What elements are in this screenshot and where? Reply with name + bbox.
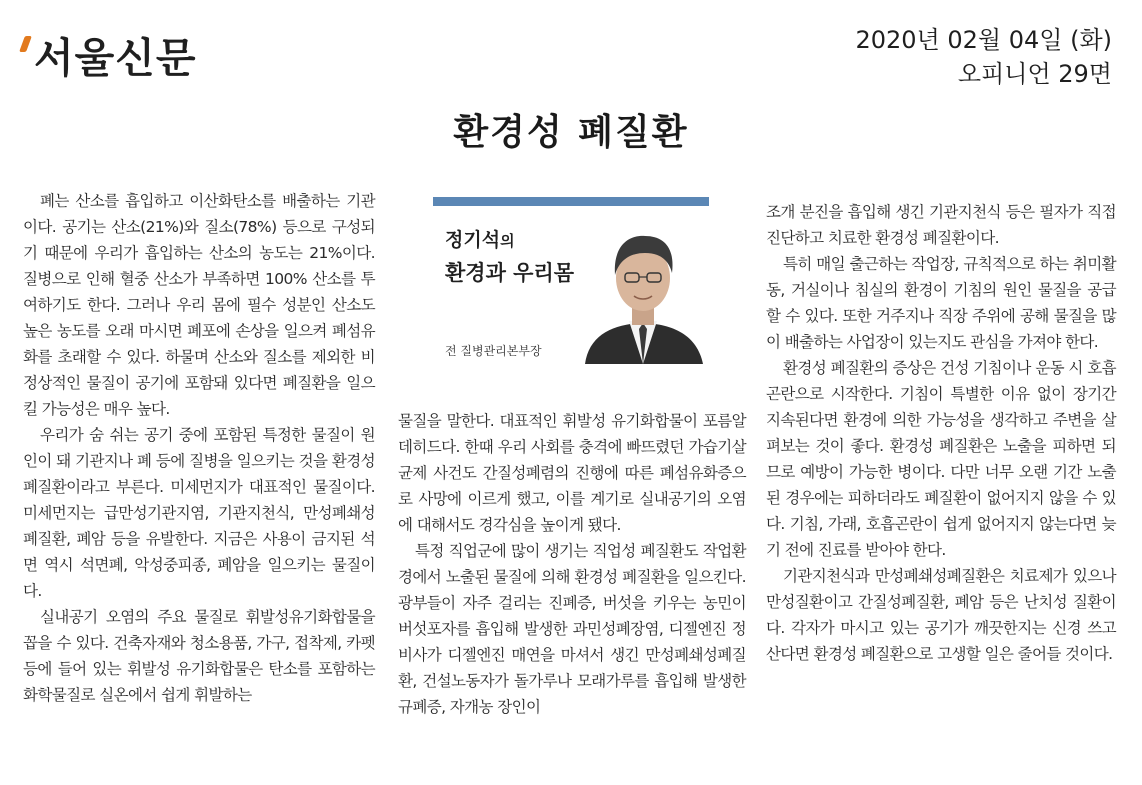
paragraph: 기관지천식과 만성폐쇄성폐질환은 치료제가 있으나 만성질환이고 간질성폐질환, 폐암 등은 난치성 질환이다. 각자가 마시고 있는 공기가 깨끗한지는 신경 쓰고 산다면 환경성 폐질환으로 고생할 일은 줄어들 것이다. xyxy=(766,567,1116,663)
article-column-1 xyxy=(23,188,375,708)
columnist-role: 전 질병관리본부장 xyxy=(445,344,542,358)
paragraph: 우리가 숨 쉬는 공기 중에 포함된 특정한 물질이 원인이 돼 기관지나 폐 등에 질병을 일으키는 것을 환경성 폐질환이라고 부른다. 미세먼지가 대표적인 물질이다. 미세먼지는 급만성기관지염, 기관지천식, 만성폐쇄성폐질환, 폐암 등을 유발한다. 지금은 사용이 금지된 석면 역시 석면폐, 악성중피종, 폐암을 일으키는 물질이다. xyxy=(23,426,375,600)
paragraph: 물질을 말한다. 대표적인 휘발성 유기화합물이 포름알데히드다. 한때 우리 사회를 충격에 빠뜨렸던 가습기살균제 사건도 간질성폐렴의 진행에 따른 폐섬유화증으로 사망에 이르게 했고, 이를 계기로 실내공기의 오염에 대해서도 경각심을 높이게 됐다. xyxy=(398,412,746,534)
article-column-3 xyxy=(766,199,1116,667)
columnist-name-suffix: 의 xyxy=(500,232,515,250)
article-headline: 환경성 폐질환 xyxy=(453,111,689,153)
paragraph: 환경성 폐질환의 증상은 건성 기침이나 운동 시 호흡곤란으로 시작한다. 기침이 특별한 이유 없이 장기간 지속된다면 환경에 의한 가능성을 생각하고 주변을 살펴보는 것이 좋다. 환경성 폐질환은 노출을 피하면 되므로 예방이 가능한 병이다. 다만 너무 오랜 기간 노출된 경우에는 피하더라도 폐질환이 없어지지 않을 수 있다. 기침, 가래, 호흡곤란이 쉽게 없어지지 않는다면 늦기 전에 진료를 받아야 한다. xyxy=(766,359,1116,559)
publication-date: 2020년 02월 04일 (화) xyxy=(855,26,1112,54)
section-page: 오피니언 29면 xyxy=(957,59,1112,88)
columnist-name: 정기석 xyxy=(445,229,501,251)
columnist-photo xyxy=(579,223,707,364)
dateline xyxy=(855,24,1112,91)
article-column-2 xyxy=(398,408,746,720)
paragraph: 실내공기 오염의 주요 물질로 휘발성유기화합물을 꼽을 수 있다. 건축자재와 청소용품, 가구, 접착제, 카펫 등에 들어 있는 휘발성 유기화합물은 탄소를 포함하는 화학물질로 실온에서 쉽게 휘발하는 xyxy=(23,608,375,704)
paragraph: 폐는 산소를 흡입하고 이산화탄소를 배출하는 기관이다. 공기는 산소(21%)와 질소(78%) 등으로 구성되기 때문에 우리가 흡입하는 산소의 농도는 21%이다. 질병으로 인해 혈중 산소가 부족하면 100% 산소를 투여하기도 한다. 그러나 우리 몸에 필수 성분인 산소도 높은 농도를 오래 마시면 폐포에 손상을 일으켜 폐섬유화를 초래할 수 있다. 하물며 산소와 질소를 제외한 비정상적인 물질이 공기에 포함돼 있다면 폐질환을 일으킬 가능성은 매우 높다. xyxy=(23,192,375,418)
paragraph: 특히 매일 출근하는 작업장, 규칙적으로 하는 취미활동, 거실이나 침실의 환경이 기침의 원인 물질을 공급할 수 있다. 또한 거주지나 직장 주위에 공해 물질을 많이 배출하는 사업장이 있는지도 관심을 가져야 한다. xyxy=(766,255,1116,351)
column-series-title: 환경과 우리몸 xyxy=(445,261,575,285)
columnist-profile-box xyxy=(433,197,709,364)
newspaper-logo: 서울신문 xyxy=(34,34,197,82)
paragraph: 특정 직업군에 많이 생기는 직업성 폐질환도 작업환경에서 노출된 물질에 의해 환경성 폐질환을 일으킨다. 광부들이 자주 걸리는 진폐증, 버섯을 키우는 농민이 버섯포자를 흡입해 발생한 과민성폐장염, 디젤엔진 정비사가 디젤엔진 매연을 마셔서 생긴 만성폐쇄성폐질환, 건설노동자가 돌가루나 모래가루를 흡입해 발생한 규폐증, 자개농 장인이 xyxy=(398,542,746,716)
profile-accent-bar xyxy=(433,197,709,206)
paragraph: 조개 분진을 흡입해 생긴 기관지천식 등은 필자가 직접 진단하고 치료한 환경성 폐질환이다. xyxy=(766,203,1116,247)
columnist-name-line xyxy=(445,225,515,252)
logo-accent-mark xyxy=(19,36,32,52)
